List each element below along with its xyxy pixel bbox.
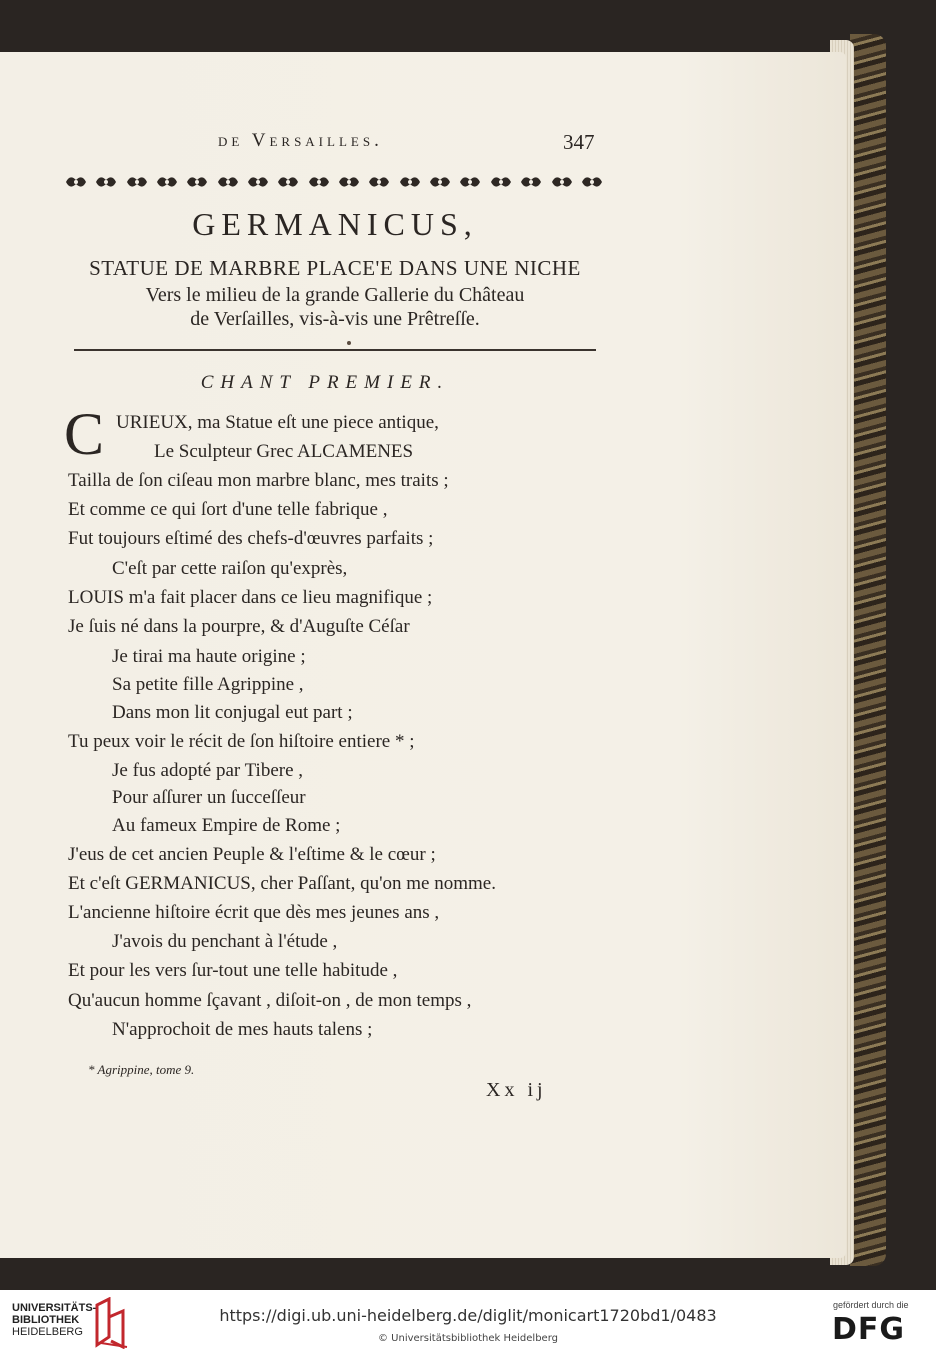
dfg-logo[interactable]: DFG [832,1312,906,1347]
book-cover [850,34,886,1266]
chant-heading: CHANT PREMIER. [200,372,450,393]
ornament-icon [458,170,482,194]
library-city: HEIDELBERG [12,1326,83,1338]
ornament-icon [489,170,513,194]
ornament-icon [125,170,149,194]
ornament-icon [246,170,270,194]
verse-line: Fut toujours eſtimé des chefs-d'œuvres parfaits ; [68,528,434,549]
location-line: de Verſailles, vis-à-vis une Prêtreſſe. [190,308,480,330]
ornament-icon [550,170,574,194]
ornament-band [64,170,604,198]
verse-line: Qu'aucun homme ſçavant , diſoit-on , de mon temps , [68,990,472,1011]
ornament-icon [185,170,209,194]
running-head: de Versailles. [218,130,383,151]
verse-line: N'approchoit de mes hauts talens ; [112,1019,373,1040]
ornament-icon [94,170,118,194]
verse-line: Sa petite fille Agrippine , [112,674,304,695]
verse-line: Tu peux voir le récit de ſon hiſtoire entiere * ; [68,731,415,752]
verse-line: Je tirai ma haute origine ; [112,646,306,667]
ornament-icon [216,170,240,194]
verse-line: LOUIS m'a fait placer dans ce lieu magnifique ; [68,587,433,608]
funding-caption: gefördert durch die [833,1300,909,1310]
verse-line: C'eſt par cette raiſon qu'exprès, [112,558,348,579]
copyright: © Universitätsbibliothek Heidelberg [377,1333,558,1344]
verse-line: Le Sculpteur Grec ALCAMENES [154,441,414,462]
ornament-icon [519,170,543,194]
footnote: * Agrippine, tome 9. [88,1062,195,1077]
library-name: UNIVERSITÄTS- [12,1302,97,1314]
drop-cap: C [64,401,105,467]
ornament-icon [337,170,361,194]
page-title: GERMANICUS, [192,206,478,242]
library-name: BIBLIOTHEK [12,1314,80,1326]
ornament-icon [155,170,179,194]
verse-line: URIEUX, ma Statue eſt une piece antique, [116,412,439,433]
verse-line: J'avois du penchant à l'étude , [112,931,338,952]
ornament-icon [64,170,88,194]
page-number: 347 [563,130,595,154]
ornament-icon [428,170,452,194]
permalink[interactable]: https://digi.ub.uni-heidelberg.de/diglit/monicart1720bd1/0483 [219,1306,717,1325]
verse-line: Et pour les vers ſur-tout une telle habitude , [68,960,398,981]
divider-rule [74,349,596,351]
verse-line: Je ſuis né dans la pourpre, & d'Auguſte Céſar [68,616,410,637]
rule-ornament [347,341,351,345]
verse-line: L'ancienne hiſtoire écrit que dès mes jeunes ans , [68,902,440,923]
verse-line: Et c'eſt GERMANICUS, cher Paſſant, qu'on me nomme. [68,873,496,894]
ornament-icon [367,170,391,194]
subtitle: STATUE DE MARBRE PLACE'E DANS UNE NICHE [89,256,581,280]
verse-line: Tailla de ſon ciſeau mon marbre blanc, mes traits ; [68,470,449,491]
verse-line: Pour aſſurer un ſucceſſeur [112,787,306,808]
verse-line: Je fus adopté par Tibere , [112,760,304,781]
verse-line: J'eus de cet ancien Peuple & l'eſtime & le cœur ; [68,844,436,865]
ornament-icon [307,170,331,194]
verse-line: Et comme ce qui ſort d'une telle fabrique , [68,499,388,520]
verse-line: Dans mon lit conjugal eut part ; [112,702,353,723]
ornament-icon [276,170,300,194]
ornament-icon [398,170,422,194]
location-line: Vers le milieu de la grande Gallerie du Château [145,284,525,306]
ornament-icon [580,170,604,194]
signature-mark: Xx ij [486,1079,547,1101]
verse-line: Au fameux Empire de Rome ; [112,815,341,836]
